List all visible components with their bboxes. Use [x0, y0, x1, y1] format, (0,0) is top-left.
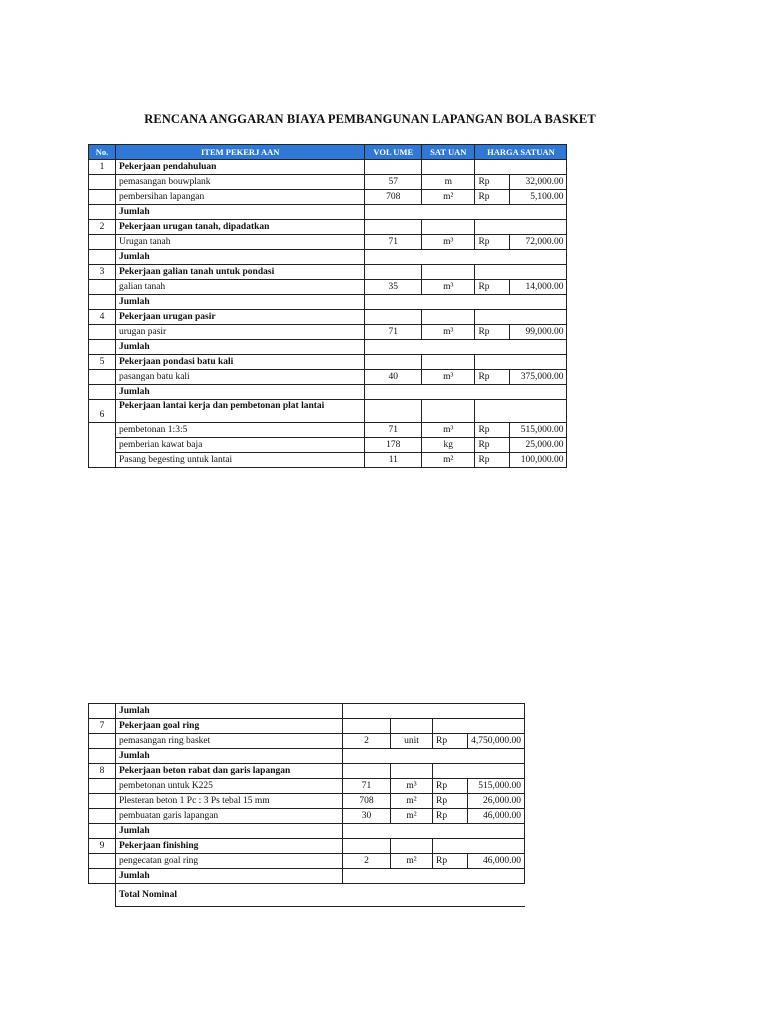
section-row [89, 400, 567, 423]
item-volume: 71 [365, 423, 422, 438]
item-unit: m² [391, 794, 433, 809]
currency-label: Rp [475, 453, 510, 468]
table-row [89, 423, 567, 438]
item-unit: m³ [422, 423, 475, 438]
currency-label: Rp [433, 854, 468, 869]
item-price: 515,000.00 [510, 423, 567, 438]
item-volume: 30 [343, 809, 391, 824]
section-row [89, 220, 567, 235]
item-volume: 2 [343, 734, 391, 749]
total-row [89, 884, 525, 907]
table-row [89, 854, 525, 869]
table-row [89, 734, 525, 749]
section-number: 4 [89, 310, 116, 325]
item-name: pembuatan garis lapangan [116, 809, 343, 824]
subtotal-label: Jumlah [116, 250, 365, 265]
item-unit: m³ [422, 370, 475, 385]
subtotal-row [89, 250, 567, 265]
section-row [89, 355, 567, 370]
table-row [89, 370, 567, 385]
currency-label: Rp [433, 779, 468, 794]
currency-label: Rp [433, 794, 468, 809]
item-name: pembersihan lapangan [116, 190, 365, 205]
item-price: 72,000.00 [510, 235, 567, 250]
item-name: galian tanah [116, 280, 365, 295]
currency-label: Rp [475, 175, 510, 190]
table-row [89, 235, 567, 250]
item-name: urugan pasir [116, 325, 365, 340]
item-price: 375,000.00 [510, 370, 567, 385]
header-satuan: SAT UAN [422, 145, 475, 160]
section-number: 3 [89, 265, 116, 280]
item-price: 4,750,000.00 [468, 734, 525, 749]
item-volume: 2 [343, 854, 391, 869]
section-row [89, 265, 567, 280]
item-name: pembetonan untuk K225 [116, 779, 343, 794]
section-number: 5 [89, 355, 116, 370]
table-header [89, 145, 567, 160]
section-row [89, 719, 525, 734]
currency-label: Rp [475, 190, 510, 205]
subtotal-row [89, 385, 567, 400]
section-row [89, 839, 525, 854]
currency-label: Rp [433, 809, 468, 824]
item-price: 99,000.00 [510, 325, 567, 340]
subtotal-label: Jumlah [116, 704, 343, 719]
item-name: pasangan batu kali [116, 370, 365, 385]
subtotal-label: Jumlah [116, 295, 365, 310]
item-unit: m² [391, 809, 433, 824]
section-title: Pekerjaan lantai kerja dan pembetonan plat lantai [116, 400, 365, 423]
section-number: 2 [89, 220, 116, 235]
subtotal-row [89, 340, 567, 355]
item-price: 46,000.00 [468, 809, 525, 824]
item-volume: 11 [365, 453, 422, 468]
item-unit: m³ [422, 325, 475, 340]
item-volume: 71 [365, 325, 422, 340]
item-volume: 708 [365, 190, 422, 205]
currency-label: Rp [475, 325, 510, 340]
header-no: No. [89, 145, 116, 160]
item-name: Plesteran beton 1 Pc : 3 Ps tebal 15 mm [116, 794, 343, 809]
subtotal-label: Jumlah [116, 205, 365, 220]
budget-table-page-1 [88, 144, 567, 468]
section-title: Pekerjaan galian tanah untuk pondasi [116, 265, 365, 280]
item-name: pengecatan goal ring [116, 854, 343, 869]
item-volume: 57 [365, 175, 422, 190]
budget-table-page-2 [88, 703, 525, 907]
item-name: pemasangan bouwplank [116, 175, 365, 190]
section-title: Pekerjaan beton rabat dan garis lapangan [116, 764, 343, 779]
section-number: 7 [89, 719, 116, 734]
item-name: Pasang begesting untuk lantai [116, 453, 365, 468]
section-number: 8 [89, 764, 116, 779]
item-unit: m [422, 175, 475, 190]
subtotal-row [89, 295, 567, 310]
item-unit: m³ [422, 280, 475, 295]
item-name: pemasangan ring basket [116, 734, 343, 749]
item-unit: m² [422, 190, 475, 205]
currency-label: Rp [475, 280, 510, 295]
subtotal-row [89, 704, 525, 719]
item-price: 14,000.00 [510, 280, 567, 295]
item-name: pembetonan 1:3:5 [116, 423, 365, 438]
item-unit: m² [422, 453, 475, 468]
table-row [89, 280, 567, 295]
table-row [89, 175, 567, 190]
item-price: 46,000.00 [468, 854, 525, 869]
item-price: 32,000.00 [510, 175, 567, 190]
subtotal-row [89, 824, 525, 839]
section-number: 6 [89, 400, 116, 423]
item-name: pemberian kawat baja [116, 438, 365, 453]
table-row [89, 453, 567, 468]
table-row [89, 794, 525, 809]
item-volume: 708 [343, 794, 391, 809]
subtotal-label: Jumlah [116, 824, 343, 839]
item-unit: m² [391, 854, 433, 869]
header-item: ITEM PEKERJ AAN [116, 145, 365, 160]
item-volume: 71 [343, 779, 391, 794]
item-price: 100,000.00 [510, 453, 567, 468]
item-name: Urugan tanah [116, 235, 365, 250]
item-volume: 40 [365, 370, 422, 385]
section-title: Pekerjaan urugan tanah, dipadatkan [116, 220, 365, 235]
currency-label: Rp [475, 423, 510, 438]
table-row [89, 325, 567, 340]
item-unit: m³ [391, 779, 433, 794]
subtotal-label: Jumlah [116, 869, 343, 884]
total-label: Total Nominal [116, 884, 343, 907]
section-row [89, 160, 567, 175]
subtotal-row [89, 749, 525, 764]
section-row [89, 310, 567, 325]
item-unit: kg [422, 438, 475, 453]
subtotal-row [89, 205, 567, 220]
item-price: 26,000.00 [468, 794, 525, 809]
currency-label: Rp [475, 438, 510, 453]
table-row [89, 809, 525, 824]
header-harga-satuan: HARGA SATUAN [475, 145, 567, 160]
subtotal-label: Jumlah [116, 340, 365, 355]
item-unit: m³ [422, 235, 475, 250]
item-price: 25,000.00 [510, 438, 567, 453]
header-volume: VOL UME [365, 145, 422, 160]
currency-label: Rp [475, 235, 510, 250]
document-title: RENCANA ANGGARAN BIAYA PEMBANGUNAN LAPANGAN BOLA BASKET [144, 112, 596, 126]
section-number: 1 [89, 160, 116, 175]
section-title: Pekerjaan urugan pasir [116, 310, 365, 325]
section-number: 9 [89, 839, 116, 854]
currency-label: Rp [433, 734, 468, 749]
subtotal-row [89, 869, 525, 884]
table-row [89, 190, 567, 205]
item-price: 515,000.00 [468, 779, 525, 794]
section-title: Pekerjaan pondasi batu kali [116, 355, 365, 370]
item-price: 5,100.00 [510, 190, 567, 205]
currency-label: Rp [475, 370, 510, 385]
section-title: Pekerjaan pendahuluan [116, 160, 365, 175]
section-row [89, 764, 525, 779]
item-unit: unit [391, 734, 433, 749]
item-volume: 71 [365, 235, 422, 250]
item-volume: 178 [365, 438, 422, 453]
subtotal-label: Jumlah [116, 749, 343, 764]
section-title: Pekerjaan goal ring [116, 719, 343, 734]
subtotal-label: Jumlah [116, 385, 365, 400]
section-title: Pekerjaan finishing [116, 839, 343, 854]
table-row [89, 438, 567, 453]
table-row [89, 779, 525, 794]
item-volume: 35 [365, 280, 422, 295]
